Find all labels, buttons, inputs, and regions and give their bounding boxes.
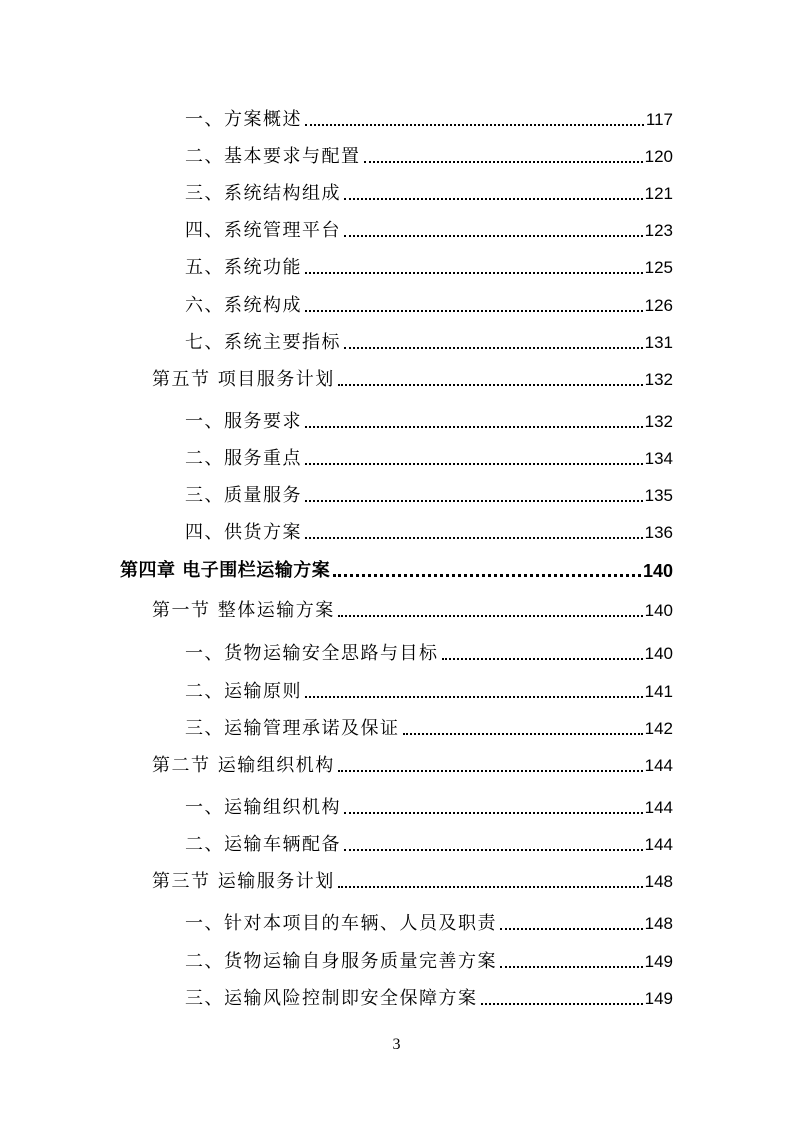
toc-section-entry[interactable] <box>152 599 673 623</box>
toc-dot-leader <box>338 770 643 772</box>
toc-subsection-entry[interactable] <box>185 484 673 508</box>
toc-entry-page: 144 <box>644 798 673 817</box>
toc-subsection-entry[interactable] <box>185 182 673 206</box>
toc-entry-page: 140 <box>644 601 673 620</box>
toc-entry-page: 123 <box>644 221 673 240</box>
toc-entry-page: 134 <box>644 449 673 468</box>
toc-subsection-entry[interactable] <box>185 950 673 974</box>
toc-entry-title: 二、运输原则 <box>185 681 302 702</box>
toc-entry-page: 121 <box>644 184 673 203</box>
page-number: 3 <box>392 1036 401 1053</box>
toc-entry-title: 一、货物运输安全思路与目标 <box>185 643 439 664</box>
toc-entry-page: 149 <box>644 952 673 971</box>
toc-entry-title: 五、系统功能 <box>185 257 302 278</box>
toc-entry-page: 126 <box>644 296 673 315</box>
toc-dot-leader <box>305 426 643 428</box>
toc-entry-page: 144 <box>644 756 673 775</box>
toc-subsection-entry[interactable] <box>185 294 673 318</box>
toc-dot-leader <box>481 1003 643 1005</box>
toc-entry-page: 135 <box>644 486 673 505</box>
toc-entry-title: 第四章 电子围栏运输方案 <box>120 560 331 581</box>
toc-dot-leader <box>305 696 643 698</box>
toc-entry-title: 三、运输风险控制即安全保障方案 <box>185 988 478 1009</box>
toc-dot-leader <box>305 537 643 539</box>
toc-entry-page: 136 <box>644 523 673 542</box>
toc-dot-leader <box>344 812 643 814</box>
toc-subsection-entry[interactable] <box>185 447 673 471</box>
toc-dot-leader <box>500 966 643 968</box>
toc-entry-title: 二、服务重点 <box>185 448 302 469</box>
toc-subsection-entry[interactable] <box>185 331 673 355</box>
toc-dot-leader <box>344 198 643 200</box>
toc-entry-page: 148 <box>644 872 673 891</box>
toc-entry-page: 141 <box>644 682 673 701</box>
toc-entry-title: 三、质量服务 <box>185 485 302 506</box>
toc-subsection-entry[interactable] <box>185 912 673 936</box>
toc-subsection-entry[interactable] <box>185 796 673 820</box>
toc-dot-leader <box>338 615 643 617</box>
toc-subsection-entry[interactable] <box>185 410 673 434</box>
toc-subsection-entry[interactable] <box>185 145 673 169</box>
toc-entry-page: 140 <box>642 561 673 581</box>
toc-section-entry[interactable] <box>152 870 673 894</box>
toc-entry-page: 142 <box>644 719 673 738</box>
toc-entry-title: 二、运输车辆配备 <box>185 834 341 855</box>
toc-subsection-entry[interactable] <box>185 219 673 243</box>
toc-dot-leader <box>403 733 643 735</box>
toc-entry-page: 149 <box>644 989 673 1008</box>
toc-entry-page: 144 <box>644 835 673 854</box>
toc-entry-title: 三、系统结构组成 <box>185 183 341 204</box>
toc-entry-page: 140 <box>644 644 673 663</box>
toc-entry-page: 131 <box>644 333 673 352</box>
toc-section-entry[interactable] <box>152 368 673 392</box>
toc-entry-title: 三、运输管理承诺及保证 <box>185 718 400 739</box>
toc-entry-title: 第一节 整体运输方案 <box>152 600 335 621</box>
toc-subsection-entry[interactable] <box>185 833 673 857</box>
toc-entry-title: 一、方案概述 <box>185 109 302 130</box>
toc-dot-leader <box>305 124 644 126</box>
toc-entry-page: 125 <box>644 258 673 277</box>
toc-dot-leader <box>364 161 643 163</box>
toc-subsection-entry[interactable] <box>185 256 673 280</box>
toc-subsection-entry[interactable] <box>185 521 673 545</box>
toc-subsection-entry[interactable] <box>185 987 673 1011</box>
toc-dot-leader <box>344 849 643 851</box>
toc-entry-page: 148 <box>644 914 673 933</box>
toc-entry-title: 二、货物运输自身服务质量完善方案 <box>185 951 497 972</box>
toc-entry-page: 132 <box>644 370 673 389</box>
toc-subsection-entry[interactable] <box>185 680 673 704</box>
toc-dot-leader <box>305 463 643 465</box>
toc-entry-title: 一、运输组织机构 <box>185 797 341 818</box>
toc-entry-title: 二、基本要求与配置 <box>185 146 361 167</box>
toc-entry-title: 四、系统管理平台 <box>185 220 341 241</box>
toc-dot-leader <box>338 886 643 888</box>
toc-dot-leader <box>442 658 643 660</box>
toc-dot-leader <box>344 235 643 237</box>
toc-subsection-entry[interactable] <box>185 642 673 666</box>
toc-dot-leader <box>500 928 643 930</box>
toc-subsection-entry[interactable] <box>185 717 673 741</box>
toc-section-entry[interactable] <box>152 754 673 778</box>
toc-entry-title: 一、服务要求 <box>185 411 302 432</box>
toc-entry-title: 七、系统主要指标 <box>185 332 341 353</box>
toc-entry-title: 四、供货方案 <box>185 522 302 543</box>
toc-entry-title: 第二节 运输组织机构 <box>152 755 335 776</box>
toc-dot-leader <box>305 272 643 274</box>
toc-dot-leader <box>305 500 643 502</box>
toc-entry-title: 第五节 项目服务计划 <box>152 369 335 390</box>
toc-entry-title: 六、系统构成 <box>185 295 302 316</box>
toc-chapter-entry[interactable] <box>120 559 673 583</box>
toc-subsection-entry[interactable] <box>185 108 673 132</box>
toc-entry-title: 一、针对本项目的车辆、人员及职责 <box>185 913 497 934</box>
toc-dot-leader <box>333 574 641 577</box>
toc-dot-leader <box>344 347 643 349</box>
toc-dot-leader <box>338 384 643 386</box>
toc-entry-page: 120 <box>644 147 673 166</box>
toc-entry-page: 117 <box>645 110 673 129</box>
toc-entry-page: 132 <box>644 412 673 431</box>
toc-dot-leader <box>305 310 643 312</box>
toc-entry-title: 第三节 运输服务计划 <box>152 871 335 892</box>
